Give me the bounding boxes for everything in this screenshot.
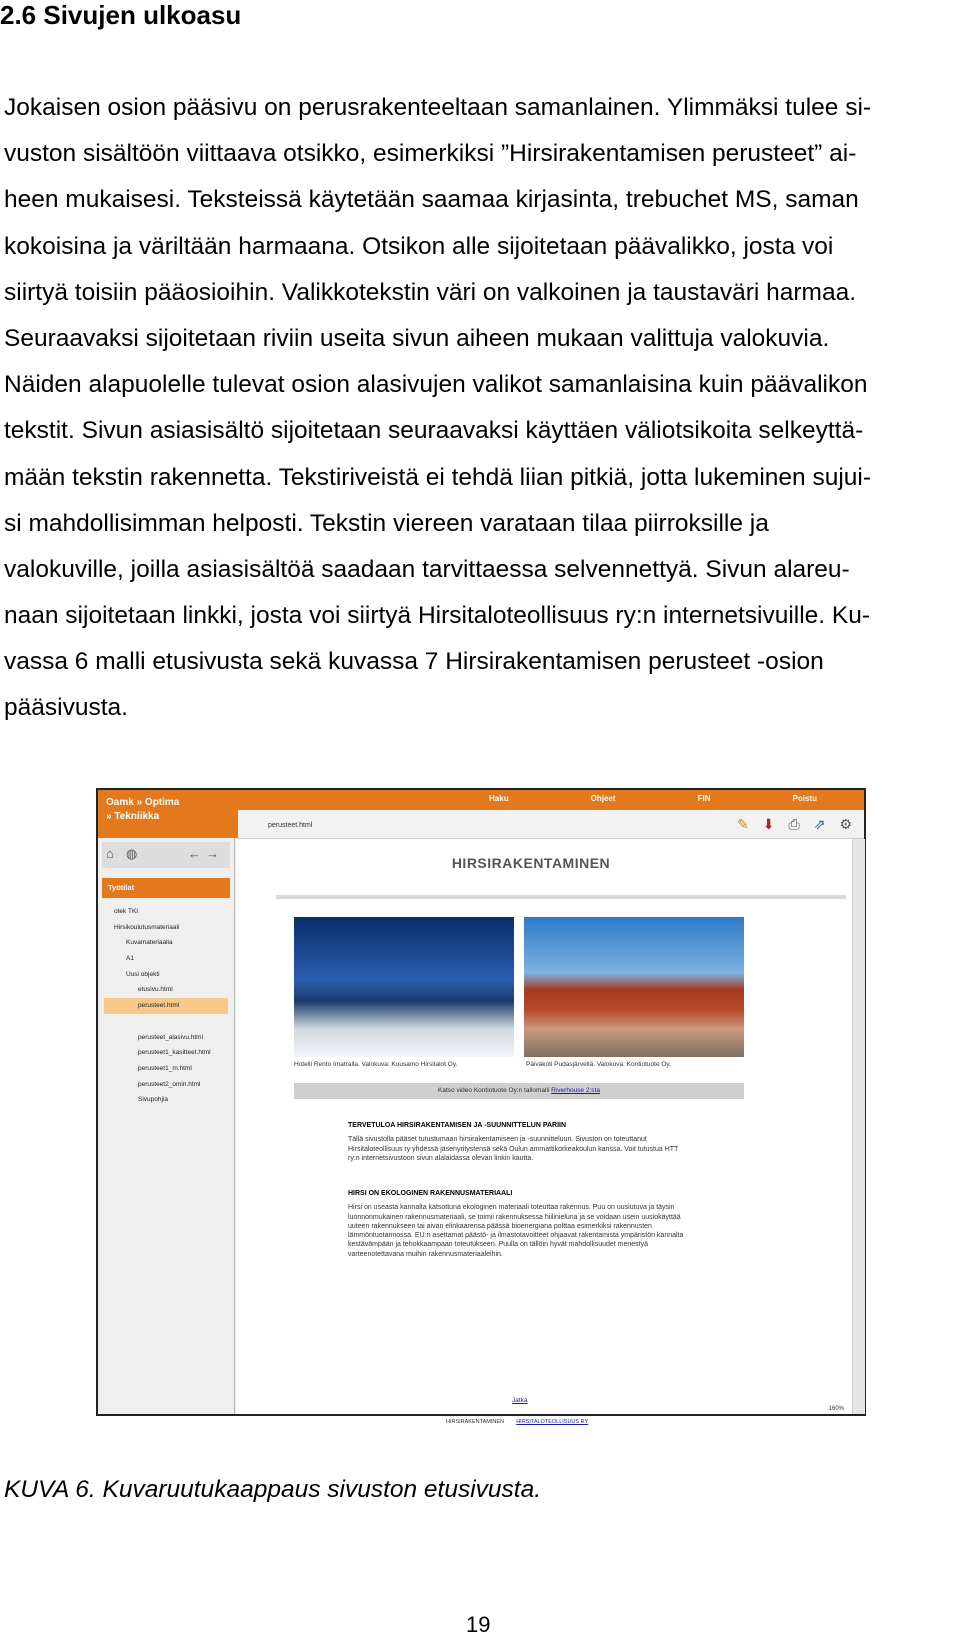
preview-footer <box>446 1419 588 1425</box>
cms-top-nav <box>448 794 858 803</box>
site-main-menu <box>276 895 846 899</box>
tree-item[interactable]: etusivu.html <box>138 986 173 994</box>
page-preview <box>236 839 852 1425</box>
video-banner <box>294 1083 744 1099</box>
file-tree <box>104 904 228 1108</box>
tree-item[interactable]: otek TKI <box>114 908 139 915</box>
cms-sidebar <box>98 838 235 1414</box>
nav-haku[interactable]: Haku <box>489 794 509 803</box>
paragraph-line: heen mukaisesi. Teksteissä käytetään saamaa kirjasinta, trebuchet MS, saman <box>4 186 859 214</box>
photo-caption: Päiväkoti Pudasjärvellä. Valokuva: Kontiotuote Oy. <box>526 1061 672 1068</box>
welcome-heading: TERVETULOA HIRSIRAKENTAMISEN JA -SUUNNITTELUN PARIIN <box>348 1122 567 1129</box>
paragraph-line: mään tekstin rakennetta. Tekstiriveistä ei tehdä liian pitkiä, jotta lukeminen sujui- <box>4 463 872 491</box>
tree-item[interactable]: Kuvamateriaalia <box>126 939 173 947</box>
tree-spacer <box>104 1014 228 1030</box>
tree-item[interactable]: perusteet_alasivu.html <box>138 1033 204 1041</box>
tree-item[interactable]: A1 <box>126 955 134 963</box>
paragraph-line: pääsivusta. <box>4 694 128 722</box>
paragraph-line: Seuraavaksi sijoitetaan riviin useita sivun aiheen mukaan valittuja valokuvia. <box>4 324 830 352</box>
paragraph-line: Näiden alapuolelle tulevat osion alasivujen valikot samanlaisina kuin päävalikon <box>4 371 868 399</box>
editor-toolbar <box>238 810 864 839</box>
brand-line: Oamk » Optima <box>106 797 180 808</box>
tree-item[interactable]: Hirsikoulutusmateriaali <box>114 923 180 931</box>
hotel-photo <box>294 917 514 1057</box>
home-icon[interactable]: ⌂ <box>106 846 114 861</box>
globe-icon[interactable]: ◍ <box>126 846 138 861</box>
paragraph-line: vassa 6 malli etusivusta sekä kuvassa 7 Hirsirakentamisen perusteet -osion <box>4 648 824 676</box>
editor-tools <box>737 816 852 833</box>
htt-link[interactable]: HIRSITALOTEOLLISUUS RY <box>516 1419 589 1425</box>
zoom-level[interactable]: 160% <box>828 1406 844 1412</box>
tree-item[interactable]: perusteet1_m.html <box>138 1064 192 1072</box>
video-text: Katso video Kontiotuote Oy:n tallomalli <box>438 1087 550 1094</box>
footer-left: HIRSIRAKENTAMINEN <box>446 1419 504 1425</box>
tree-item[interactable]: Uusi objekti <box>126 970 160 978</box>
paragraph-line: valokuville, joilla asiasisältöä saadaan tarvittaessa selvennettyä. Sivun alareu- <box>4 555 850 583</box>
welcome-text: Tällä sivustolla pääset tutustumaan hirsirakentamiseen ja -suunnitteluun. Sivuston on toteuttanut Hirsitaloteollisuus ry yhdessä jäsenyritystensä sekä Oulun ammattikorkeakoulun kanssa. Voit tutustua HTT ry:n internetsivustoon sivun alalaidassa olevan linkin kautta. <box>348 1136 679 1162</box>
gear-icon[interactable]: ⚙ <box>839 816 852 832</box>
nav-ohjeet[interactable]: Ohjeet <box>590 794 616 803</box>
eco-heading: HIRSI ON EKOLOGINEN RAKENNUSMATERIAALI <box>348 1190 513 1197</box>
welcome-section <box>348 1121 688 1163</box>
paragraph-line: si mahdollisimman helposti. Tekstin viereen varataan tilaa piirroksille ja <box>4 509 769 537</box>
eco-section <box>348 1189 688 1259</box>
paragraph-line: kokoisina ja väriltään harmaana. Otsikon alle sijoitetaan päävalikko, josta voi <box>4 232 834 260</box>
nav-poistu[interactable]: Poistu <box>792 794 817 803</box>
paragraph-line: naan sijoitetaan linkki, josta voi siirtyä Hirsitaloteollisuus ry:n internetsivuille. Ku- <box>4 602 871 630</box>
nav-fin[interactable]: FIN <box>697 794 711 803</box>
site-title: HIRSIRAKENTAMINEN <box>451 855 611 871</box>
preview-scrollbar[interactable] <box>852 839 865 1414</box>
file-name-label: perusteet.html <box>268 822 313 829</box>
paragraph-line: Jokaisen osion pääsivu on perusrakenteeltaan samanlainen. Ylimmäksi tulee si- <box>4 94 872 121</box>
video-link[interactable]: Riverhouse 2:sta <box>551 1087 600 1094</box>
tree-item[interactable]: Sivupohjia <box>138 1096 168 1104</box>
continue-link[interactable]: Jatka <box>512 1397 528 1404</box>
cms-screenshot-figure <box>96 788 866 1425</box>
edit-icon[interactable]: ✎ <box>737 816 749 832</box>
page-number: 19 <box>466 1612 491 1637</box>
paragraph-line: tekstit. Sivun asiasisältö sijoitetaan seuraavaksi käyttäen väliotsikoita selkeyttä- <box>4 417 864 445</box>
section-heading: 2.6 Sivujen ulkoasu <box>0 0 242 30</box>
body-paragraph <box>4 85 954 732</box>
tree-item[interactable]: perusteet1_kasitteet.html <box>138 1049 211 1057</box>
back-arrow-icon[interactable]: ← <box>188 846 201 861</box>
brand-line: » Tekniikka <box>106 811 160 822</box>
paragraph-line: siirtyä toisiin pääosioihin. Valikkotekstin väri on valkoinen ja taustaväri harmaa. <box>4 278 857 306</box>
export-icon[interactable]: ⇗ <box>813 816 826 832</box>
cms-brand <box>106 796 179 824</box>
tree-item[interactable]: perusteet2_omin.html <box>138 1080 201 1088</box>
tree-item-selected[interactable]: perusteet.html <box>104 998 228 1014</box>
download-icon[interactable]: ⬇ <box>762 816 775 832</box>
sidebar-header: Työtilat <box>102 878 230 898</box>
sidebar-toolbar <box>102 842 230 868</box>
paragraph-line: vuston sisältöön viittaava otsikko, esimerkiksi ”Hirsirakentamisen perusteet” ai- <box>4 140 857 168</box>
daycare-photo <box>524 917 744 1057</box>
eco-text: Hirsi on useasta kannalta katsottuna ekologinen materiaali toteuttaa rakennus. Puu on uusiutuva ja täysin luonnonmukainen rakennusmateriaali, se toimii rakennuksessa hiilinieluna ja se voidaan usein uusiokäyttää uuteen rakennukseen tai aivan elinkaarensa päässä bioenergiana polttaa esimerkiksi rakennusten lämmöntuotannossa. EU:n asettamat päästö- ja ilmastotavoitteet ohjaavat rakentamista ympäristön kannalta kestävämpään ja tehokkaampaan toteutukseen. Puulla on tällöin hyvät mahdollisuudet menestyä varteenotettavana muihin rakennusmateriaaleihin. <box>348 1204 684 1258</box>
forward-arrow-icon[interactable]: → <box>206 846 219 861</box>
print-icon[interactable]: ⎙ <box>788 816 800 832</box>
photo-caption: Hotelli Rento Imatralla. Valokuva: Kuusamo Hirsitalot Oy. <box>294 1061 458 1068</box>
figure-caption: KUVA 6. Kuvaruutukaappaus sivuston etusivusta. <box>4 1476 542 1503</box>
